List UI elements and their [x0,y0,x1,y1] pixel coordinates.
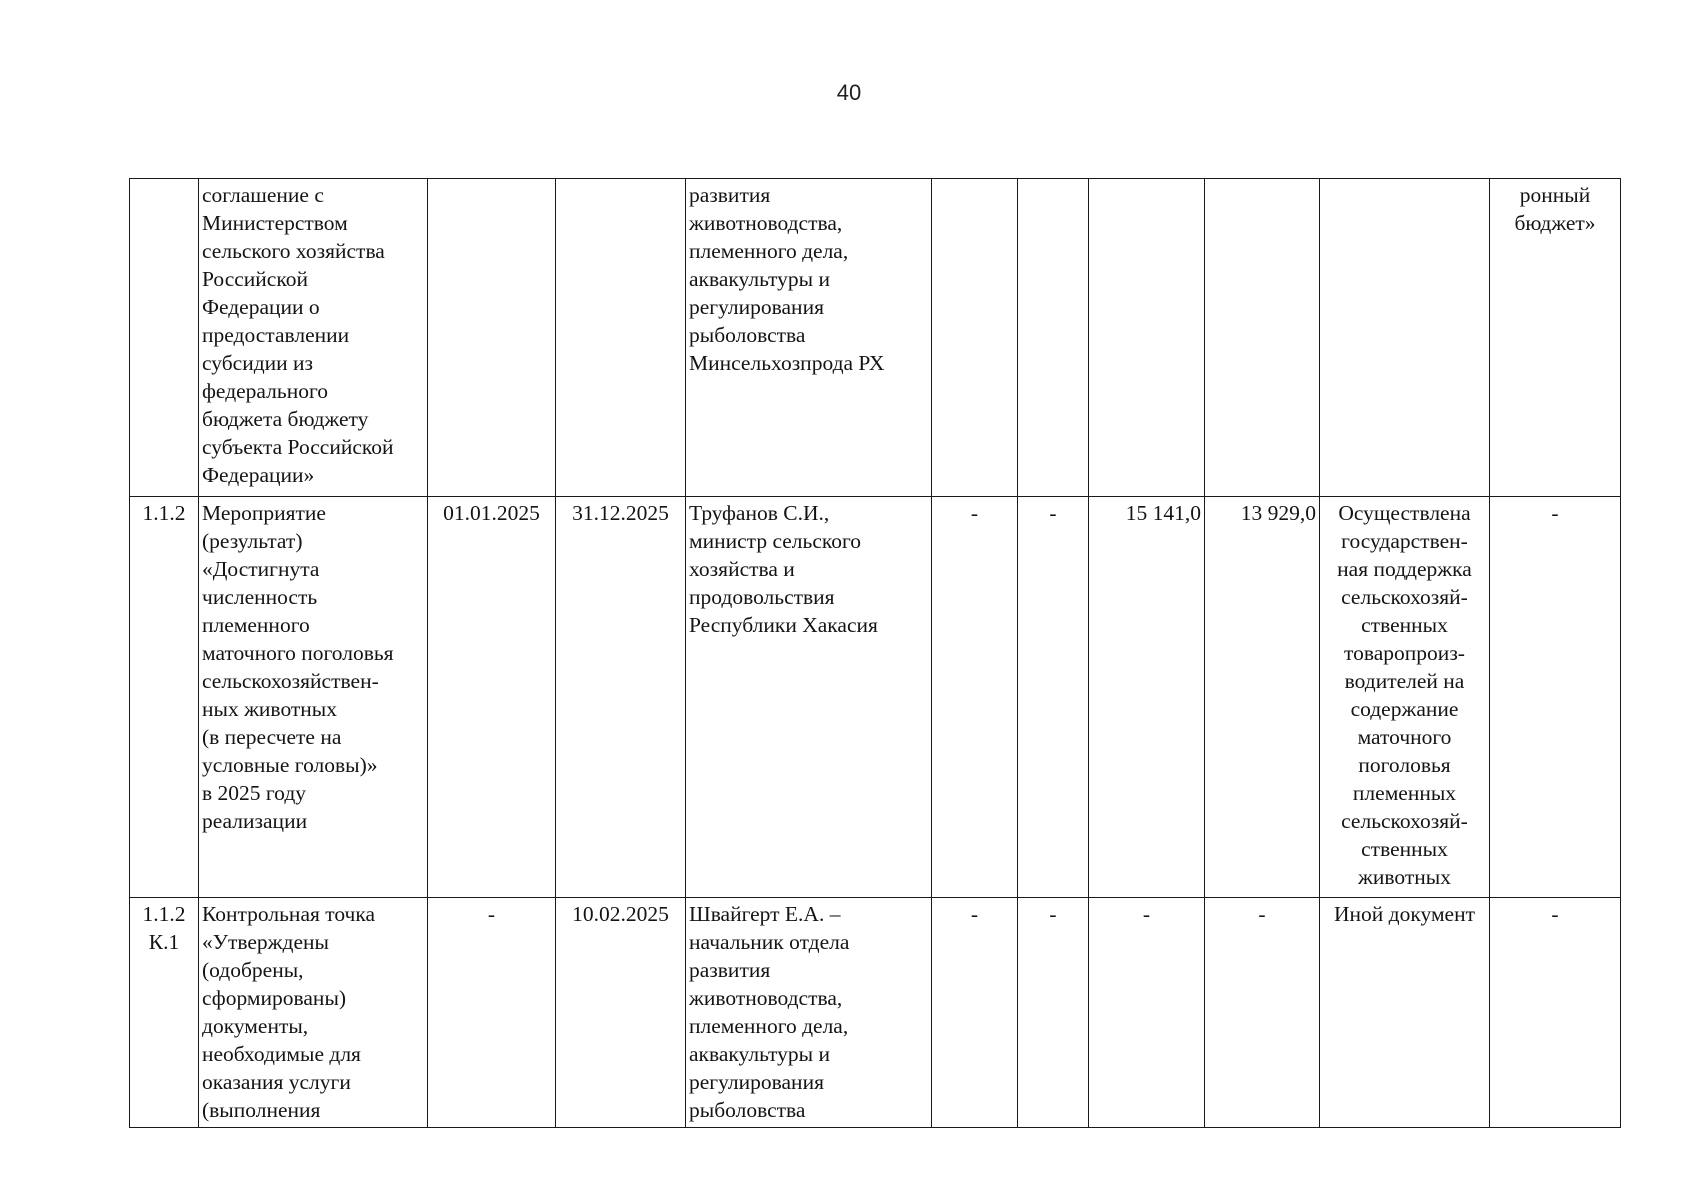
cell-result [1320,179,1490,497]
cell-amount-1 [1089,179,1205,497]
cell-amount-2: 13 929,0 [1205,497,1320,898]
cell-event-name: Мероприятие (результат) «Достигнута численность племенного маточного поголовья сельскохозяйствен- ных животных (в пересчете на условные головы)» в 2025 году реализации [199,497,428,898]
page-number: 40 [836,80,862,105]
cell-start-date: - [428,898,556,1128]
cell-amount-1: - [1089,898,1205,1128]
cell-responsible: Швайгерт Е.А. – начальник отдела развития животноводства, племенного дела, аквакультуры и регулирования рыболовства [686,898,932,1128]
cell-number: 1.1.2 [130,497,199,898]
cell-source: - [1490,497,1621,898]
cell-number: 1.1.2 К.1 [130,898,199,1128]
cell-event-name: соглашение с Министерством сельского хозяйства Российской Федерации о предоставлении субсидии из федерального бюджета бюджету субъекта Российской Федерации» [199,179,428,497]
cell-event-name: Контрольная точка «Утверждены (одобрены, сформированы) документы, необходимые для оказания услуги (выполнения [199,898,428,1128]
plan-table [129,178,1621,1128]
cell-end-date: 10.02.2025 [556,898,686,1128]
cell-amount-1: 15 141,0 [1089,497,1205,898]
cell-responsible: развития животноводства, племенного дела, аквакультуры и регулирования рыболовства Минсельхозпрода РХ [686,179,932,497]
cell-end-date: 31.12.2025 [556,497,686,898]
cell-result: Иной документ [1320,898,1490,1128]
cell-start-date [428,179,556,497]
cell-start-date: 01.01.2025 [428,497,556,898]
table-row [130,179,1621,497]
cell-col7: - [1018,898,1089,1128]
cell-result: Осуществлена государствен- ная поддержка сельскохозяй- ственных товаропроиз- водителей на содержание маточного поголовья племенных сельскохозяй- ственных животных [1320,497,1490,898]
cell-col6: - [932,898,1018,1128]
cell-source: ронный бюджет» [1490,179,1621,497]
cell-end-date [556,179,686,497]
cell-col6: - [932,497,1018,898]
cell-col7: - [1018,497,1089,898]
cell-responsible: Труфанов С.И., министр сельского хозяйства и продовольствия Республики Хакасия [686,497,932,898]
cell-col7 [1018,179,1089,497]
table-row [130,898,1621,1128]
cell-amount-2 [1205,179,1320,497]
table-row [130,497,1621,898]
cell-source: - [1490,898,1621,1128]
cell-col6 [932,179,1018,497]
cell-amount-2: - [1205,898,1320,1128]
cell-number [130,179,199,497]
